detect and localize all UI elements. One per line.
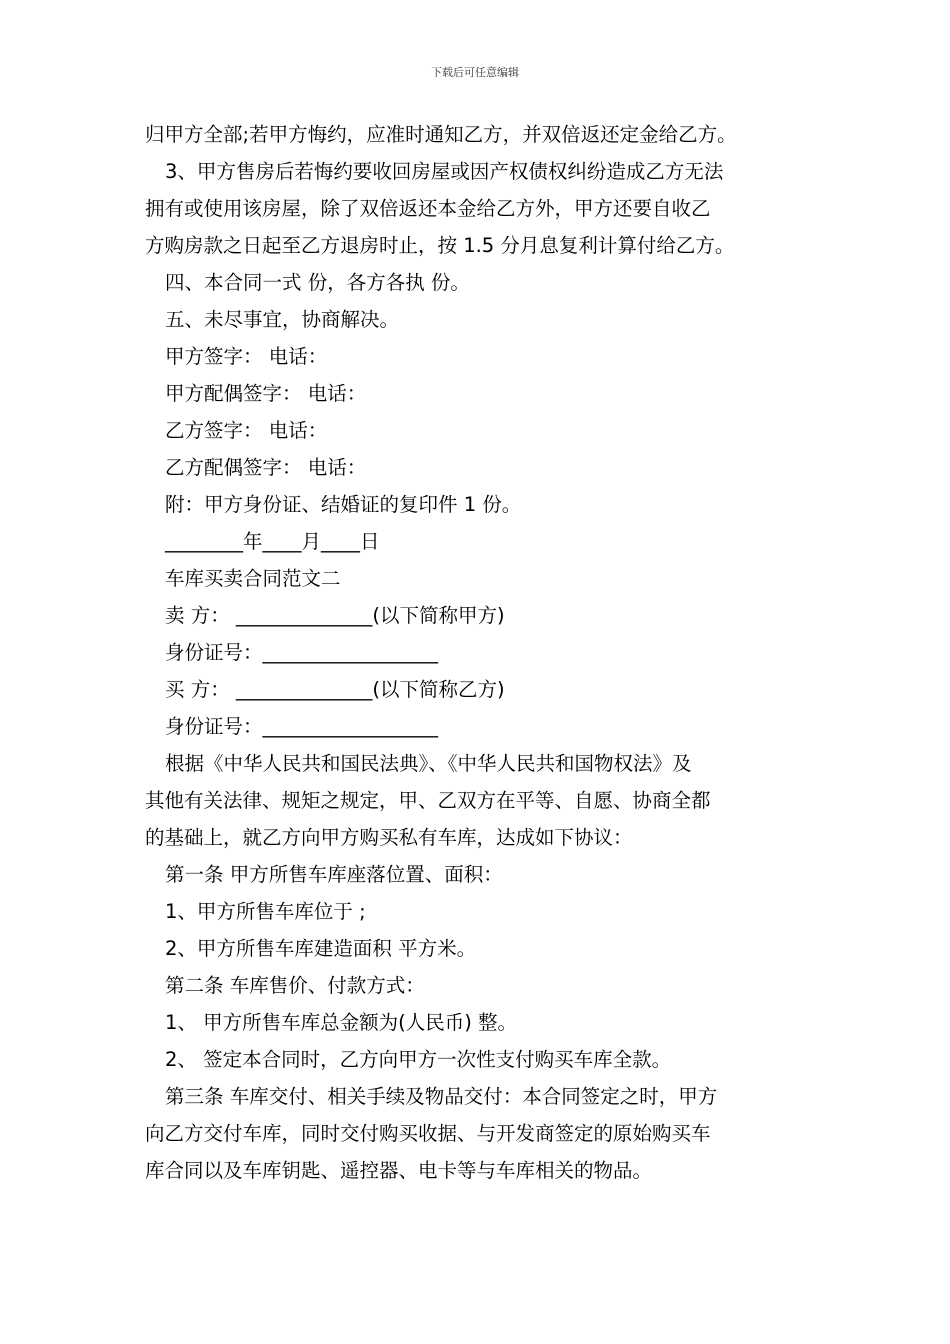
article-heading: 第二条 车库售价、付款方式： <box>165 974 425 997</box>
text-line: 附：甲方身份证、结婚证的复印件 1 份。 <box>165 493 522 516</box>
text-line: 的基础上，就乙方向甲方购买私有车库，达成如下协议： <box>145 826 633 849</box>
id-number-line: 身份证号：__________________ <box>165 641 439 664</box>
seller-line: 卖 方： ______________(以下简称甲方) <box>165 604 505 627</box>
text-line: 拥有或使用该房屋，除了双倍返还本金给乙方外，甲方还要自收乙 <box>145 197 711 220</box>
page-header-note: 下载后可任意编辑 <box>431 66 519 79</box>
buyer-line: 买 方： ______________(以下简称乙方) <box>165 678 505 701</box>
article-heading: 第三条 车库交付、相关手续及物品交付：本合同签定之时，甲方 <box>165 1085 718 1108</box>
text-line: 五、未尽事宜，协商解决。 <box>165 308 400 331</box>
document-body <box>145 116 810 1189</box>
text-line: 根据《中华人民共和国民法典》、《中华人民共和国物权法》及 <box>165 752 692 775</box>
text-line: 1、 甲方所售车库总金额为(人民币) 整。 <box>165 1011 518 1034</box>
id-number-line: 身份证号：__________________ <box>165 715 439 738</box>
text-line: 1、甲方所售车库位于 ; <box>165 900 366 923</box>
text-line: 四、本合同一式 份，各方各执 份。 <box>165 271 470 294</box>
article-heading: 第一条 甲方所售车库座落位置、面积： <box>165 863 503 886</box>
text-line: 归甲方全部;若甲方悔约，应准时通知乙方，并双倍返还定金给乙方。 <box>145 123 737 146</box>
signature-line: 甲方配偶签字： 电话： <box>165 382 367 405</box>
text-line: 库合同以及车库钥匙、遥控器、电卡等与车库相关的物品。 <box>145 1159 653 1182</box>
text-line: 2、 签定本合同时，乙方向甲方一次性支付购买车库全款。 <box>165 1048 672 1071</box>
text-line: 2、甲方所售车库建造面积 平方米。 <box>165 937 477 960</box>
signature-line: 乙方配偶签字： 电话： <box>165 456 367 479</box>
signature-line: 甲方签字： 电话： <box>165 345 328 368</box>
text-line: 方购房款之日起至乙方退房时止，按 1.5 分月息复利计算付给乙方。 <box>145 234 735 257</box>
signature-line: 乙方签字： 电话： <box>165 419 328 442</box>
text-line: 3、甲方售房后若悔约要收回房屋或因产权债权纠纷造成乙方无法 <box>165 160 724 183</box>
section-title: 车库买卖合同范文二 <box>165 567 341 590</box>
text-line: 向乙方交付车库，同时交付购买收据、与开发商签定的原始购买车 <box>145 1122 711 1145</box>
text-line: 其他有关法律、规矩之规定，甲、乙双方在平等、自愿、协商全都 <box>145 789 711 812</box>
date-line: ________年____月____日 <box>165 530 380 553</box>
